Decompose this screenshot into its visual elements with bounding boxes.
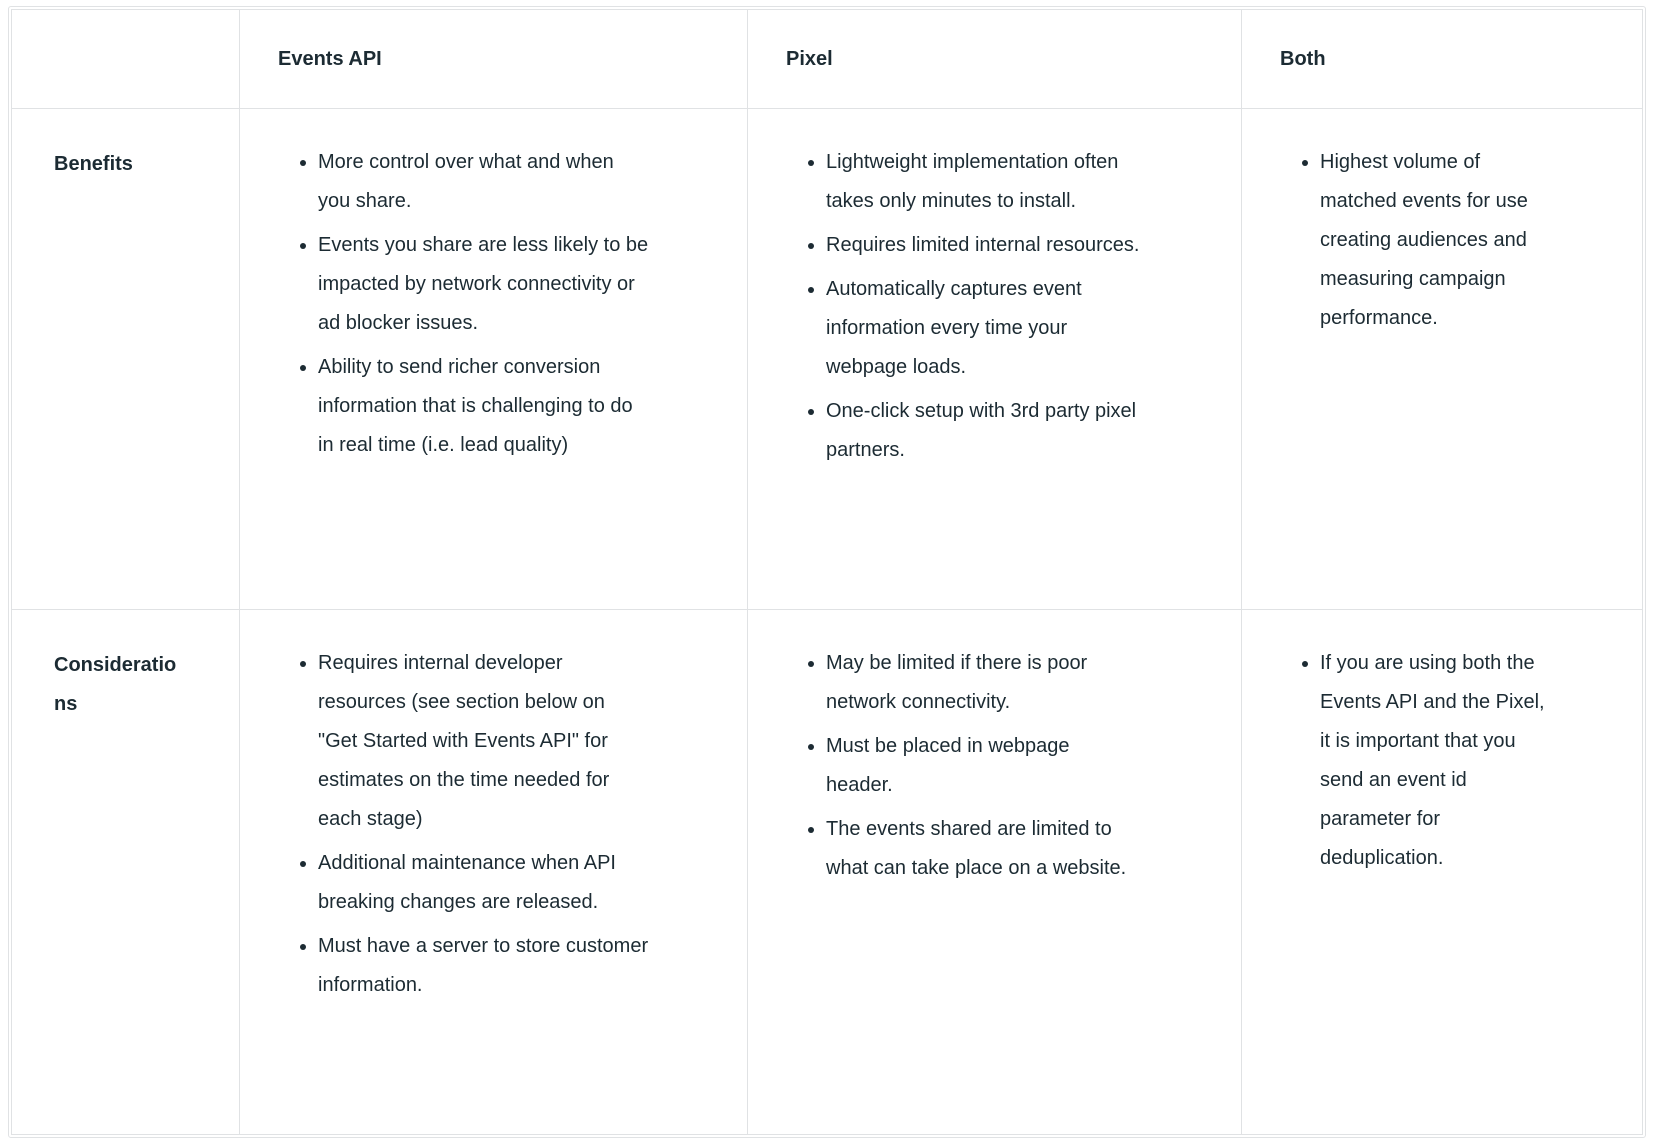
column-header-both: Both (1242, 10, 1643, 109)
list-item: • One-click setup with 3rd party pixel partners. (826, 392, 1141, 470)
benefits-events-api-list (280, 143, 649, 465)
list-item: • Highest volume of matched events for use creating audiences and measuring campaign performance. (1320, 143, 1553, 338)
considerations-pixel-list (788, 644, 1141, 888)
list-item: • If you are using both the Events API and the Pixel, it is important that you send an event id parameter for deduplication. (1320, 644, 1553, 878)
cell-considerations-both (1242, 610, 1643, 1135)
cell-benefits-pixel (748, 109, 1242, 610)
list-item: • The events shared are limited to what can take place on a website. (826, 810, 1141, 888)
column-header-events-api: Events API (240, 10, 748, 109)
list-item: • Additional maintenance when API breaking changes are released. (318, 844, 649, 922)
header-row (12, 10, 1643, 109)
comparison-table-grid (11, 9, 1643, 1135)
benefits-both-list (1282, 143, 1553, 338)
row-label-benefits: Benefits (12, 109, 240, 610)
cell-considerations-events-api (240, 610, 748, 1135)
list-item: • Must have a server to store customer information. (318, 927, 649, 1005)
considerations-both-list (1282, 644, 1553, 878)
benefits-pixel-list (788, 143, 1141, 470)
benefits-row (12, 109, 1643, 610)
list-item: • May be limited if there is poor network connectivity. (826, 644, 1141, 722)
considerations-row (12, 610, 1643, 1135)
list-item: • Lightweight implementation often takes only minutes to install. (826, 143, 1141, 221)
list-item: • Automatically captures event information every time your webpage loads. (826, 270, 1141, 387)
list-item: • Must be placed in webpage header. (826, 727, 1141, 805)
list-item: • Ability to send richer conversion information that is challenging to do in real time (i.e. lead quality) (318, 348, 649, 465)
cell-benefits-events-api (240, 109, 748, 610)
row-label-considerations: Considerations (12, 610, 240, 1135)
column-header-pixel: Pixel (748, 10, 1242, 109)
cell-considerations-pixel (748, 610, 1242, 1135)
list-item: • Requires internal developer resources (see section below on "Get Started with Events API" for estimates on the time needed for each stage) (318, 644, 649, 839)
considerations-events-api-list (280, 644, 649, 1005)
list-item: • Requires limited internal resources. (826, 226, 1141, 265)
column-header-blank (12, 10, 240, 109)
list-item: • More control over what and when you share. (318, 143, 649, 221)
list-item: • Events you share are less likely to be impacted by network connectivity or ad blocker issues. (318, 226, 649, 343)
cell-benefits-both (1242, 109, 1643, 610)
comparison-table (8, 6, 1646, 1138)
